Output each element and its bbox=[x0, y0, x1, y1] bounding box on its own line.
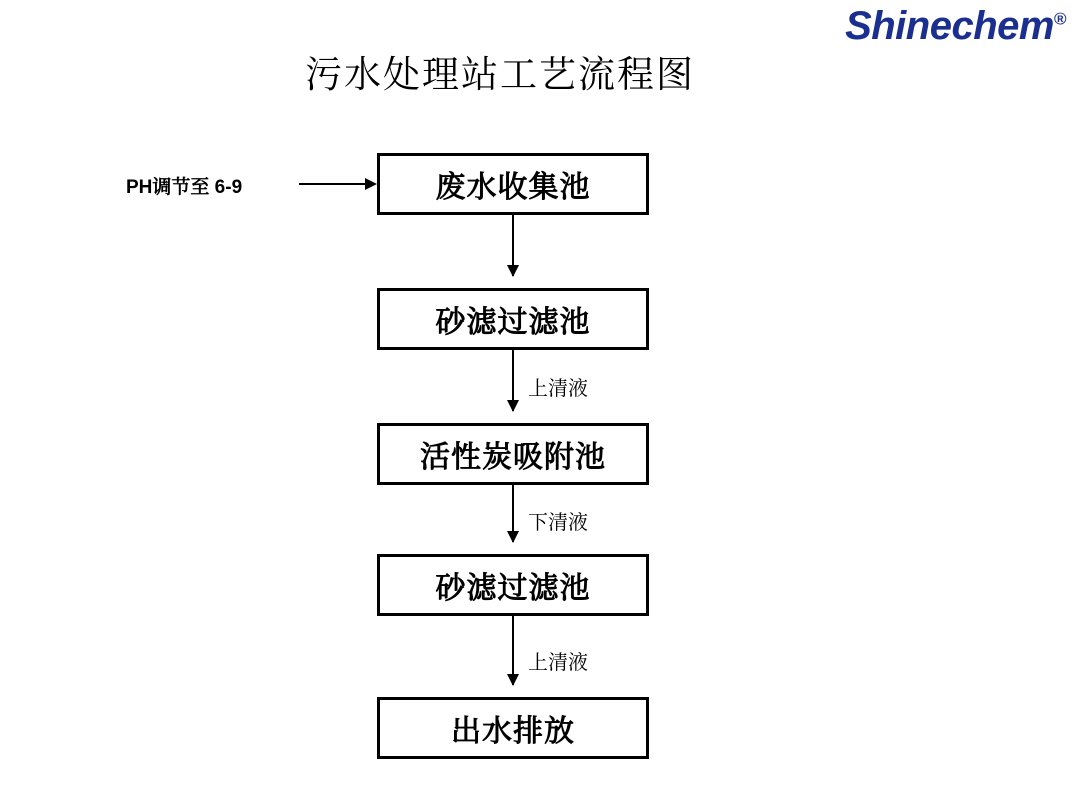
inlet-arrow-icon bbox=[299, 183, 365, 185]
process-node: 出水排放 bbox=[377, 697, 649, 759]
registered-trademark-icon: ® bbox=[1053, 9, 1066, 29]
page-title: 污水处理站工艺流程图 bbox=[305, 53, 695, 96]
logo-text: Shinechem bbox=[845, 4, 1054, 48]
process-node: 活性炭吸附池 bbox=[377, 423, 649, 485]
flow-arrow-icon bbox=[512, 485, 514, 542]
process-node: 废水收集池 bbox=[377, 153, 649, 215]
flow-arrow-icon bbox=[512, 350, 514, 411]
flow-edge-label: 上清液 bbox=[528, 650, 588, 674]
flow-arrow-icon bbox=[512, 616, 514, 685]
inlet-ph-label: PH调节至 6-9 bbox=[126, 177, 243, 198]
flow-arrow-icon bbox=[512, 215, 514, 276]
process-node: 砂滤过滤池 bbox=[377, 288, 649, 350]
flow-edge-label: 下清液 bbox=[528, 510, 588, 534]
flow-edge-label: 上清液 bbox=[528, 376, 588, 400]
process-node: 砂滤过滤池 bbox=[377, 554, 649, 616]
